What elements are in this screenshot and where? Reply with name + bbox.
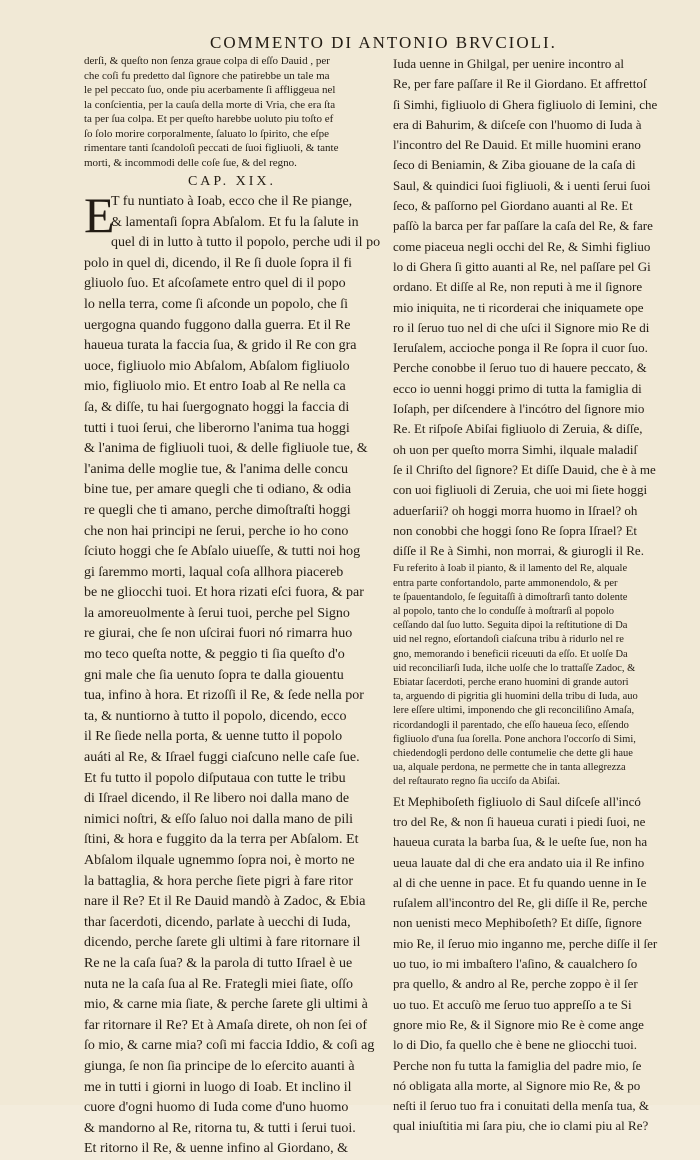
text-line: oh uon per queſto morra Simhi, ilquale maladiſ [393,441,638,457]
text-line: ua, alquale perdona, ne permette che in tanta allegrezza [393,762,626,774]
text-line: del reſtaurato regno ſia ucciſo da Abiſai. [393,776,561,788]
text-line: gno, memorando i beneficii riceuuti da eſſo. Et uolſe Da [393,648,628,660]
text-line: qual iniuſtitia mi ſara piu, che io clami piu al Re? [393,1118,649,1134]
text-line: mio iniquita, ne ti ricorderai che iniquamete ope [393,299,644,315]
text-line: chiedendogli perdono delle contumelie che dette gli haue [393,748,633,760]
scripture-text-left [84,187,380,1160]
text-line: ſtini, & hora e fuggito da la terra per Abſalom. Et [84,832,359,848]
text-line: che non hai principi ne ſerui, perche io ho cono [84,523,349,539]
text-line: lere eſſere ultimi, imponendo che gli reconciliſino Amaſa, [393,705,635,717]
text-line: diſſe il Re à Simhi, non morrai, & giurogli il Re. [393,543,644,559]
text-line: Et fu tutto il popolo diſputaua con tutte le tribu [84,770,346,786]
running-header: COMMENTO DI ANTONIO BRVCIOLI. [210,33,557,52]
text-line: tro del Re, & non ſi haueua curati i piedi ſuoi, ne [393,813,646,829]
text-line: era di Bahurim, & diſceſe con l'huomo di Iuda à [393,116,642,132]
left-column [84,54,380,1160]
text-line: tua, infino à hora. Et rizoſſi il Re, & ſede nella por [84,688,364,704]
text-line: thar ſacerdoti, dicendo, parlate à uecchi di Iuda, [84,914,351,930]
scripture-text-right-bottom [393,792,685,1137]
text-line: uergogna quando fuggono dalla guerra. Et il Re [84,317,351,333]
text-line: la conſcientia, per la cauſa della morte di Vria, che era ſta [84,98,336,111]
text-line: lo di Ghera ſi gitto auanti al Re, nel paſſare pel Gi [393,258,651,274]
text-line: non uenisti meco Mephiboſeth? Et diſſe, ſignore [393,915,642,931]
text-line: il Re ſiede nella porta, & uenne tutto il popolo [84,729,343,745]
text-line: Re, per fare paſſare il Re il Giordano. Et affrettoſ [393,76,647,92]
text-line: neſti il ſeruo tuo fra i conuitati della menſa tua, & [393,1098,649,1114]
text-line: di Iſrael dicendo, il Re libero noi dalla mano de [84,791,350,807]
text-line: Abſalom ilquale ugnemmo ſopra noi, è morto ne [84,853,355,868]
chapter-heading: CAP. XIX. [187,174,277,189]
text-line: uo tuo, io mi imbaſtero l'aſino, & caualchero ſo [393,956,638,972]
text-line: ordano. Et diſſe al Re, non reputi à me il ſignore [393,279,643,295]
text-line: bine tue, per amare quegli che ti odiano, & odia [84,482,352,498]
commentary-block-right [393,562,685,789]
text-line: cuore d'ogni huomo di Iuda come d'uno huomo [84,1100,349,1116]
text-line: ceſſando dal ſuo lutto. Seguita dipoi la reſtitutione di Da [393,620,628,632]
text-line: far ritornare il Re? Et à Amaſa direte, oh non ſei of [84,1017,368,1033]
text-line: morti, & incommodi delle coſe ſue, & del regno. [84,156,297,169]
text-line: ſo mio, & carne mia? coſi mi faccia Iddio, & coſi ag [84,1038,375,1054]
text-line: Ioſaph, per diſcendere à l'incótro del ſignore mio [393,401,645,417]
text-line: Saul, & quindici ſuoi figliuoli, & i uenti ſerui ſuoi [393,177,651,193]
text-line: che coſi fu predetto dal ſignore che patirebbe un tale ma [84,69,330,82]
text-line: & mandorno al Re, ritorna tu, & tutti i ſerui tuoi. [84,1120,356,1136]
text-line: gnore mio Re, & il Signore mio Re è come ange [393,1016,644,1032]
text-line: con uoi figliuoli di Zeruia, che uoi mi ſiete hoggi [393,482,648,498]
text-line: l'incontro del Re Dauid. Et mille huomini erano [393,137,641,153]
text-line: uid nel regno, eſortandoſi ciaſcuna tribu à ridurlo nel re [393,634,624,646]
text-line: Re. Et riſpoſe Abiſai figliuolo di Zeruia, & diſſe, [393,421,643,437]
text-line: al di che uenne in pace. Et fu quando uenne in Ie [393,874,647,890]
text-line: aduerſarii? oh hoggi morra huomo in Iſrael? oh [393,502,638,518]
text-line: mio, figliuolo mio. Et entro Ioab al Re nella ca [84,379,346,395]
text-line: haueua curata la barba ſua, & le ueſte ſue, non ha [393,834,648,850]
text-line: uid reconciliarſi Iuda, ilche uolſe che lo trattaſſe Zadoc, & [393,662,636,674]
text-line: Perche non fu tutta la famiglia del padre mio, ſe [393,1057,642,1073]
text-line: ricordandogli il parentado, che eſſo haueua ſeco, eſſendo [393,719,629,731]
text-line: ſe il Chriſto del ſignore? Et diſſe Dauid, che è à me [393,461,656,477]
text-line: nuta ne la caſa ſua al Re. Frategli miei ſiate, oſſo [84,976,354,992]
text-line: al popolo, tanto che lo conduſſe à moſtrarſi al popolo [393,606,615,618]
text-line: mo teco queſta notte, & peggio ti ſia queſto d'o [84,647,345,663]
text-line: quel di in lutto à tutto il popolo, perche udi il po [111,235,380,251]
text-line: gi ſaremmo morti, laqual coſa allhora piacereb [84,564,344,580]
text-line: paſſò la barca per far paſſare la caſa del Re, & fare [393,218,653,234]
text-line: entra parte confortandolo, parte ammonendolo, & per [393,577,618,589]
text-line: ſo ſolo morire corporalmente, ſaluato lo ſpirito, che eſpe [84,127,329,140]
text-line: ta per ſua colpa. Et per queſto harebbe uoluto piu toſto ef [84,113,334,125]
text-line: me in tutti i giorni in luogo di Ioab. Et inclino il [84,1079,352,1095]
text-line: le pel peccato ſuo, onde piu acerbamente ſi affliggeua nel [84,84,336,96]
text-line: uoce, figliuolo mio Abſalom, Abſalom figliuolo [84,358,350,374]
text-line: non conobbi che hoggi ſono Re ſopra Iſrael? Et [393,522,638,538]
text-line: ecco io uenni hoggi primo di tutta la famiglia di [393,380,642,396]
text-line: ta, & nuntiorno à tutto il popolo, dicendo, ecco [84,708,347,724]
commentary-block [84,54,380,170]
text-line: auáti al Re, & Iſrael fuggi ciaſcuno nelle caſe ſue. [84,750,360,766]
text-line: giunga, ſe non ſia principe de lo eſercito auanti à [84,1058,355,1074]
text-line: derſi, & queſto non ſenza graue colpa di eſſo Dauid , per [84,55,330,67]
text-line: ſeco, & paſſorno pel Giordano auanti al Re. Et [393,198,633,214]
text-line: ta, arguendo di pigritia gli huomini della tribu di Iuda, auo [393,691,638,703]
text-line: tutti i tuoi ſerui, che liberorno l'anima tua hoggi [84,420,350,436]
text-line: Ieruſalem, accioche ponga il Re ſopra il cuor ſuo. [393,340,648,356]
text-line: Fu referito à Ioab il pianto, & il lamento del Re, alquale [393,563,628,575]
text-line: nó obligata alla morte, al Signore mio Re, & po [393,1077,641,1093]
text-line: T fu nuntiato à Ioab, ecco che il Re piange, [111,194,353,209]
text-line: ro il ſeruo tuo nel di che uſci il Signore mio Re di [393,319,650,335]
text-line: lo nella terra, come ſi aſconde un popolo, che ſi [84,296,348,312]
text-line: figliuolo d'una ſua ſorella. Pone anchora l'occorſo di Simi, [393,733,636,745]
text-line: uo tuo. Et accuſò me ſeruo tuo appreſſo a te Si [393,996,632,1012]
text-line: ſi Simhi, figliuolo di Ghera figliuolo di Iemini, che [393,96,658,112]
text-line: nare il Re? Et il Re Dauid mandò à Zadoc, & Ebia [84,894,366,910]
text-line: Iuda uenne in Ghilgal, per uenire incontro al [393,56,625,71]
text-line: Et ritorno il Re, & uenne infino al Giordano, & [84,1141,349,1157]
text-line: te ſpauentandolo, ſe ſeguitaſſi à dimoſtrarſi tanto dolente [393,591,628,603]
text-line: be ne gliocchi tuoi. Et hora rizati eſci fuora, & par [84,585,364,601]
text-line: lo di Dio, fa quello che è bene ne gliocchi tuoi. [393,1037,638,1053]
text-line: re giurai, che ſe non uſcirai fuori nó rimarra huo [84,626,353,642]
scripture-text-right-top [393,54,685,561]
text-line: ruſalem all'incontro del Re, gli diſſe il Re, perche [393,895,648,911]
text-line: & lamentaſi ſopra Abſalom. Et fu la ſalute in [111,214,359,230]
text-line: gliuolo ſuo. Et aſcoſamete entro quel di il popo [84,276,346,292]
text-line: la amoreuolmente à ſerui tuoi, perche pel Signo [84,605,350,621]
text-line: ueua lauate dal di che era andato uia il Re infino [393,854,645,870]
text-line: Perche conobbe il ſeruo tuo di hauere peccato, & [393,360,647,376]
text-line: pra quello, & andro al Re, perche zoppo è il ſer [393,976,638,992]
text-line: rimentare tanti ſcandoloſi peccati de ſuoi figliuoli, & tante [84,142,339,154]
text-line: ſciuto hoggi che ſe Abſalo uiueſſe, & tutti noi hog [84,544,361,560]
drop-cap: E [84,187,115,243]
text-line: re quegli che ti amano, perche dimoſtraſti hoggi [84,502,351,518]
text-line: & l'anima de figliuoli tuoi, & delle figliuole tue, & [84,441,368,457]
text-line: mio Re, il ſeruo mio inganno me, perche diſſe il ſer [393,935,658,951]
text-line: dicendo, perche ſarete gli ultimi à fare ritornare il [84,935,361,951]
text-line: l'anima delle moglie tue, & l'anima delle concu [84,461,348,477]
text-line: gni male che ſia uenuto ſopra te dalla giouentu [84,667,344,683]
right-column [393,54,685,1137]
text-line: Ebiatar ſacerdoti, perche erano huomini di grande autori [393,677,629,689]
text-line: polo in quel di, dicendo, il Re ſi duole ſopra il fi [84,255,352,271]
text-line: haueua turata la faccia ſua, & grido il Re con gra [84,338,357,354]
text-line: come piaceua negli occhi del Re, & Simhi figliuo [393,238,651,254]
text-line: nimici noſtri, & eſſo ſaluo noi dalla mano de pili [84,811,354,827]
text-line: Re ne la caſa ſua? & la parola di tutto Iſrael è ue [84,955,353,971]
text-line: la battaglia, & hora perche ſiete pigri à fare ritor [84,873,353,889]
text-line: Et Mephiboſeth figliuolo di Saul diſceſe all'incó [393,793,641,809]
text-line: ſeco di Beniamin, & Ziba giouane de la caſa di [393,157,636,173]
text-line: ſa, & diſſe, tu hai ſuergognato hoggi la faccia di [84,399,350,415]
text-line: mio, & carne mia ſiate, & perche ſarete gli ultimi à [84,997,368,1013]
